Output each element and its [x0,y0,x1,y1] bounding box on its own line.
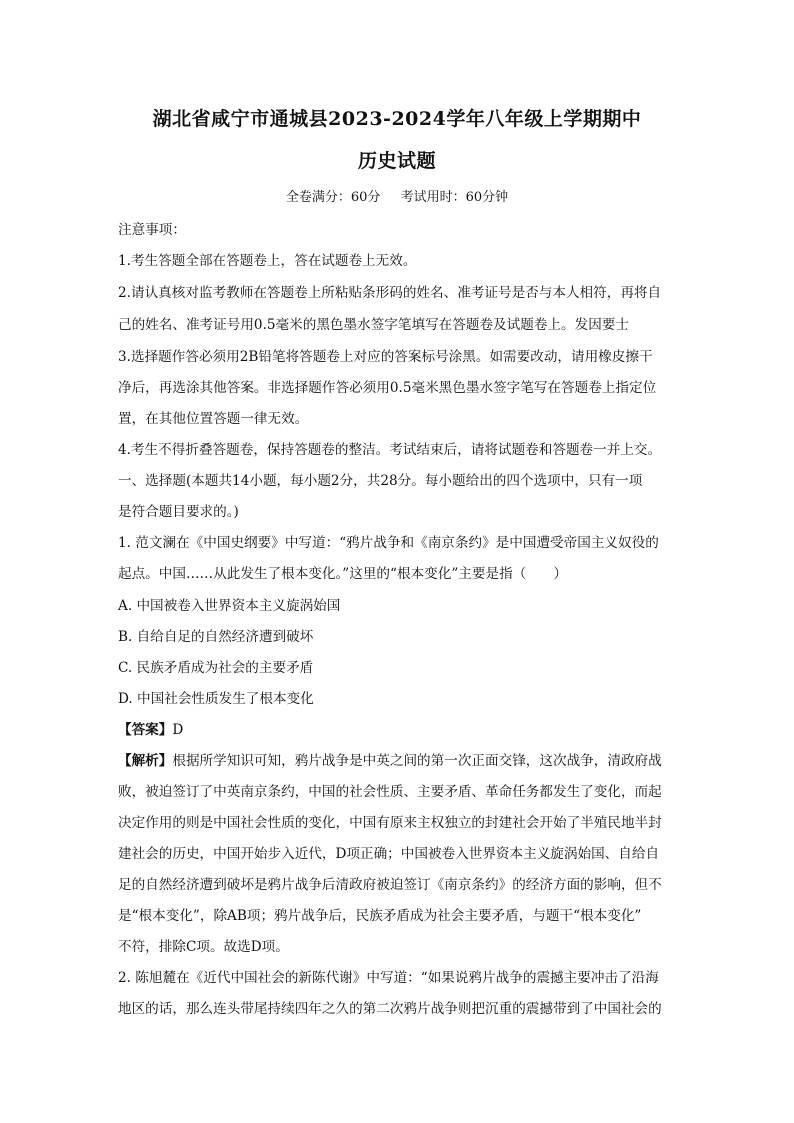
answer-line [118,718,683,738]
answer-label: 【答案】 [118,722,173,738]
analysis-line: 决定作用的则是中国社会性质的变化，中国有原来主权独立的封建社会开始了半殖民地半封 [118,815,662,831]
section-heading: 是符合题目要求的。) [118,504,239,520]
option-c: C. 民族矛盾成为社会的主要矛盾 [118,660,314,676]
note-line: 净后，再选涂其他答案。非选择题作答必须用0.5毫米黑色墨水签字笔写在答题卷上指定位 [118,380,657,396]
option-d: D. 中国社会性质发生了根本变化 [118,691,314,707]
option-b: B. 自给自足的自然经济遭到破坏 [118,629,314,645]
exam-title: 湖北省咸宁市通城县2023-2024学年八年级上学期期中 [152,108,642,130]
analysis-line: 不符，排除C项。故选D项。 [118,939,289,955]
note-line: 3.选择题作答必须用2B铅笔将答题卷上对应的答案标号涂黑。如需要改动，请用橡皮擦干 [118,349,653,365]
option-a: A. 中国被卷入世界资本主义旋涡始国 [118,598,341,614]
question-stem: 地区的话，那么连头带尾持续四年之久的第二次鸦片战争则把沉重的震撼带到了中国社会的 [118,1001,662,1017]
section-heading: 一、选择题(本题共14小题，每小题2分，共28分。每小题给出的四个选项中，只有一项 [118,473,643,489]
question-stem: 1. 范文澜在《中国史纲要》中写道：“鸦片战争和《南京条约》是中国遭受帝国主义奴役的 [118,535,659,551]
analysis-line [118,749,683,769]
note-line: 4.考生不得折叠答题卷，保持答题卷的整洁。考试结束后，请将试题卷和答题卷一并上交。 [118,442,662,458]
analysis-line: 败，被迫签订了中英南京条约，中国的社会性质、主要矛盾、革命任务都发生了变化，而起 [118,784,662,800]
question-stem: 起点。中国……从此发生了根本变化。”这里的“根本变化”主要是指（ ） [118,566,568,582]
analysis-line: 建社会的历史，中国开始步入近代，D项正确；中国被卷入世界资本主义旋涡始国、自给自 [118,846,660,862]
note-line: 己的姓名、准考证号用0.5毫米的黑色墨水签字笔填写在答题卷及试题卷上。发因要士 [118,317,629,333]
exam-subtitle: 历史试题 [357,150,436,172]
note-line: 置，在其他位置答题一律无效。 [118,411,309,427]
full-score: 全卷满分：60分 [285,190,381,205]
analysis-line: 是“根本变化”，除AB项；鸦片战争后，民族矛盾成为社会主要矛盾，与题干“根本变化” [118,908,642,924]
analysis-text: 根据所学知识可知，鸦片战争是中英之间的第一次正面交锋，这次战争，清政府战 [172,753,662,769]
note-line: 2.请认真核对监考教师在答题卷上所粘贴条形码的姓名、准考证号是否与本人相符，再将自 [118,285,662,301]
notes-heading: 注意事项： [118,222,186,238]
analysis-line: 足的自然经济遭到破坏是鸦片战争后清政府被迫签订《南京条约》的经济方面的影响，但不 [118,877,662,893]
analysis-label: 【解析】 [118,753,173,769]
exam-time: 考试用时：60分钟 [400,190,509,205]
answer-value: D [172,722,184,738]
exam-meta [0,186,794,205]
question-stem: 2. 陈旭麓在《近代中国社会的新陈代谢》中写道：“如果说鸦片战争的震撼主要冲击了沿海 [118,970,659,986]
note-line: 1.考生答题全部在答题卷上，答在试题卷上无效。 [118,253,417,269]
